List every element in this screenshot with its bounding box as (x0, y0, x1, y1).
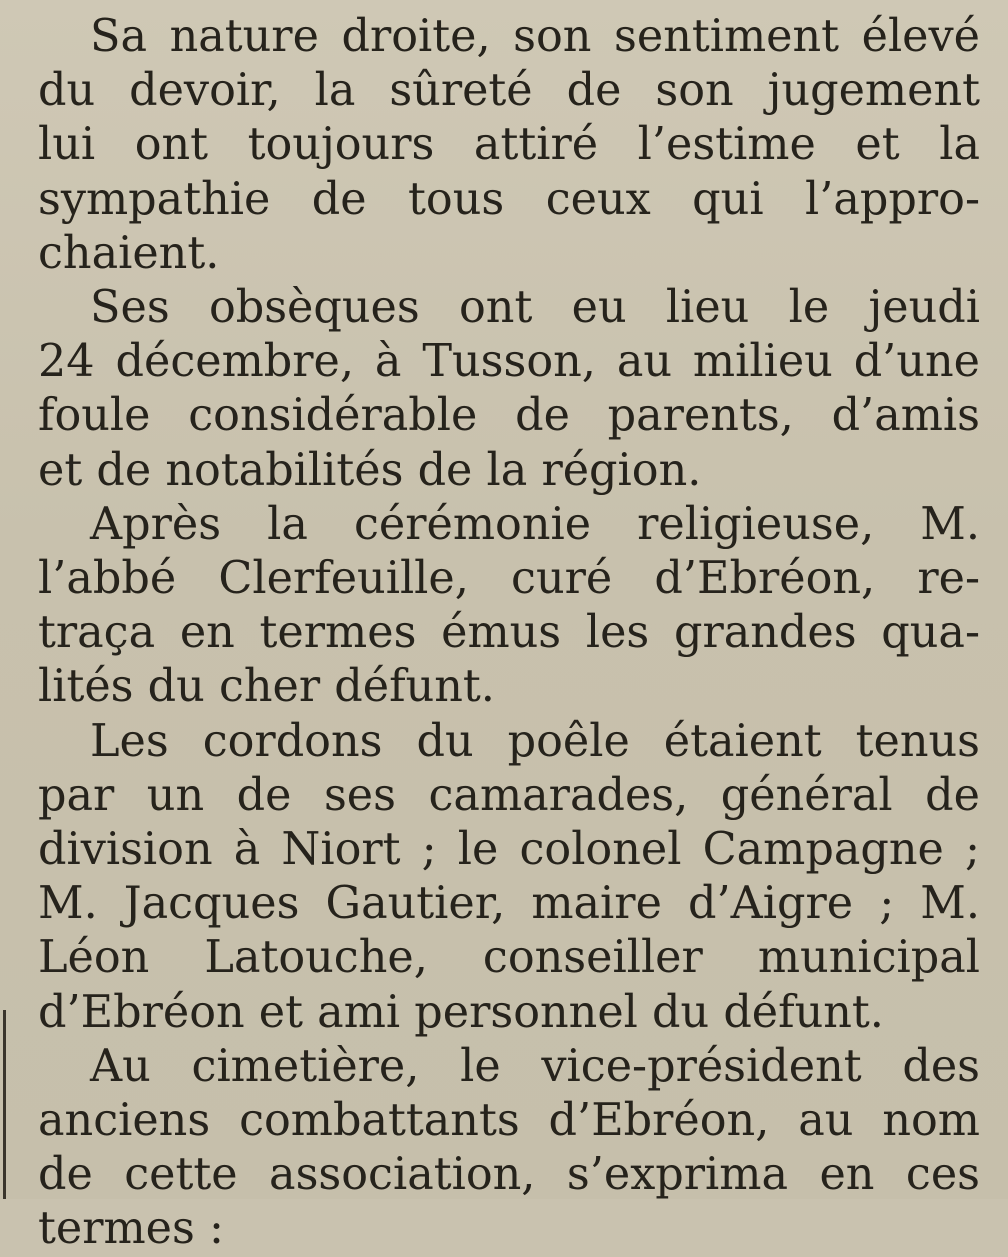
text-line: lités du cher défunt. (38, 661, 495, 713)
article-column (38, 10, 980, 1257)
text-line: Ses obsèques ont eu lieu le jeudi (90, 282, 980, 334)
text-line: 24 décembre, à Tusson, au milieu d’une (38, 336, 980, 388)
paragraph-3 (38, 498, 980, 715)
text-line: du devoir, la sûreté de son jugement (38, 65, 980, 117)
text-line: lui ont toujours attiré l’estime et la (38, 119, 980, 171)
text-line: M. Jacques Gautier, maire d’Aigre ; M. (38, 878, 980, 930)
text-line: division à Niort ; le colonel Campagne ; (38, 824, 980, 876)
text-line: Au cimetière, le vice-président des (90, 1040, 980, 1092)
paragraph-5 (38, 1040, 980, 1257)
text-line: termes : (38, 1203, 224, 1255)
text-line: traça en termes émus les grandes qua- (38, 607, 980, 659)
text-line: et de notabilités de la région. (38, 444, 702, 496)
text-line: chaient. (38, 227, 220, 279)
text-line: Les cordons du poêle étaient tenus (90, 715, 980, 767)
text-line: Après la cérémonie religieuse, M. (90, 498, 980, 550)
text-line: foule considérable de parents, d’amis (38, 390, 980, 442)
text-line: l’abbé Clerfeuille, curé d’Ebréon, re- (38, 553, 980, 605)
text-line: par un de ses camarades, général de (38, 769, 980, 821)
text-line: Sa nature droite, son sentiment élevé (90, 11, 980, 62)
text-line: de cette association, s’exprima en ces (38, 1149, 980, 1201)
text-line: d’Ebréon et ami personnel du défunt. (38, 986, 884, 1038)
text-line: Léon Latouche, conseiller municipal (38, 932, 980, 984)
paragraph-4 (38, 715, 980, 1040)
text-line: anciens combattants d’Ebréon, au nom (38, 1095, 980, 1147)
text-line: sympathie de tous ceux qui l’appro- (38, 173, 980, 225)
column-rule (3, 1010, 6, 1199)
paragraph-2 (38, 281, 980, 498)
paragraph-1 (38, 10, 980, 281)
